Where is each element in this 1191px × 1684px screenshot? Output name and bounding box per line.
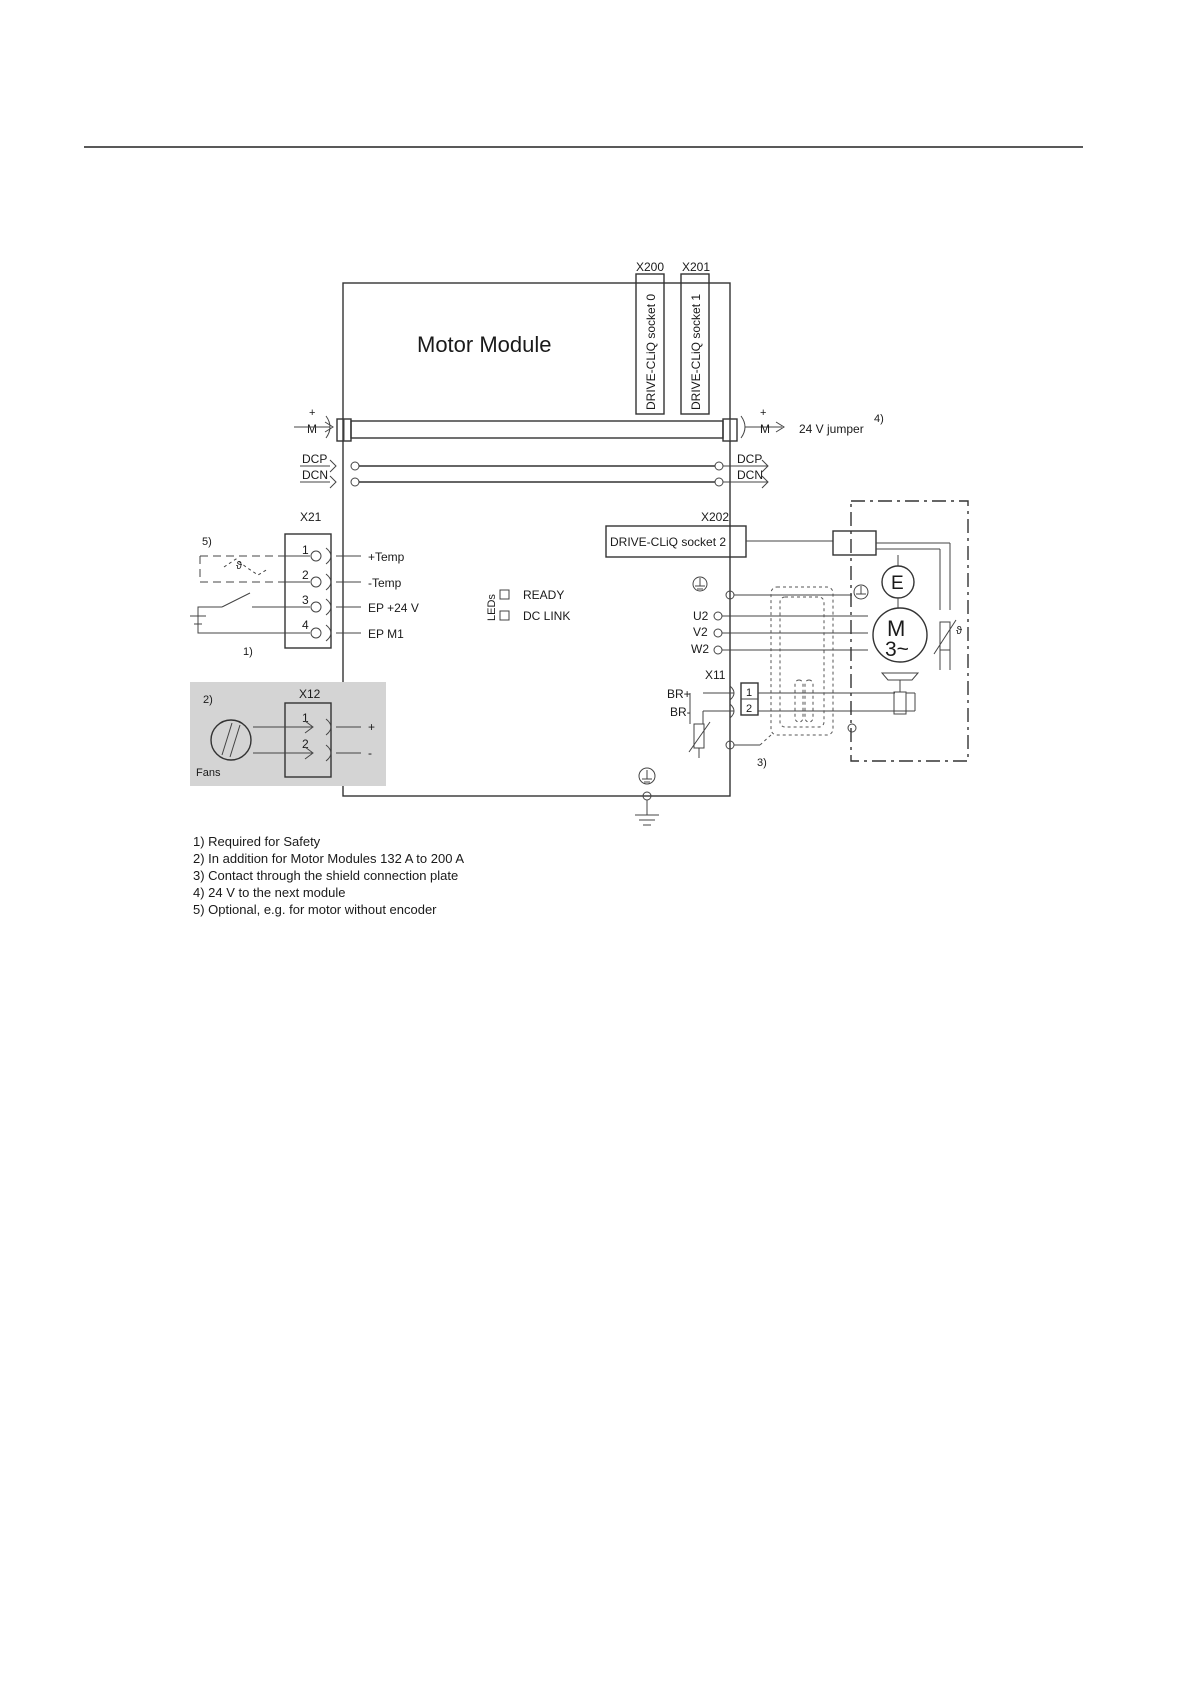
footnote-1: 1) Required for Safety xyxy=(193,834,321,849)
x12-pin1-label: + xyxy=(368,720,376,734)
motor-phase: 3~ xyxy=(885,638,909,661)
leds-heading: LEDs xyxy=(486,594,498,621)
shielded-cable xyxy=(734,587,833,745)
safety-ep-circuit xyxy=(190,593,285,658)
x11-brake xyxy=(667,668,915,769)
x21-pin3-label: EP +24 V xyxy=(368,601,419,615)
footnote-4: 4) 24 V to the next module xyxy=(193,885,346,900)
bus-m-right: M xyxy=(760,422,770,436)
motor-theta: ϑ xyxy=(956,625,963,637)
output-w2: W2 xyxy=(691,642,709,656)
bus-plus-left: + xyxy=(309,407,316,419)
pe-ground-icon xyxy=(693,577,707,591)
led-ready-icon xyxy=(500,590,509,599)
x21-pin4-num: 4 xyxy=(302,618,309,632)
x21-terminal xyxy=(285,510,419,648)
x202-label: DRIVE-CLiQ socket 2 xyxy=(610,535,727,549)
x21-id: X21 xyxy=(300,510,322,524)
encoder-connector-box xyxy=(833,531,876,555)
x21-pin3-num: 3 xyxy=(302,593,309,607)
motor-label: M xyxy=(887,616,906,641)
motor-thermistor-icon xyxy=(940,622,950,650)
x202-id: X202 xyxy=(701,510,730,524)
footnote-5: 5) Optional, e.g. for motor without encoder xyxy=(193,902,437,917)
footnote-2: 2) In addition for Motor Modules 132 A to 200 A xyxy=(193,851,465,866)
bus-m-left: M xyxy=(307,422,317,436)
x21-pin1-label: +Temp xyxy=(368,550,405,564)
pe-bottom-icon xyxy=(639,768,655,784)
dc-link-lines xyxy=(300,452,768,488)
output-v2: V2 xyxy=(693,625,708,639)
bus-bar xyxy=(351,421,723,438)
x21-pin1-num: 1 xyxy=(302,543,309,557)
x200-id: X200 xyxy=(636,260,665,274)
jumper-note: 4) xyxy=(874,413,884,425)
footnotes xyxy=(193,834,464,917)
bus-24v xyxy=(294,407,884,441)
x202-socket xyxy=(606,510,833,557)
x201-id: X201 xyxy=(682,260,711,274)
led-ready-label: READY xyxy=(523,588,565,602)
dcp-left: DCP xyxy=(302,452,328,466)
x200-label: DRIVE-CLiQ socket 0 xyxy=(644,293,658,410)
x12-id: X12 xyxy=(299,687,321,701)
jumper-label: 24 V jumper xyxy=(799,422,864,436)
x21-note-safety: 1) xyxy=(243,646,253,658)
brake-icon xyxy=(882,673,918,680)
led-panel xyxy=(486,588,570,623)
x12-note: 2) xyxy=(203,694,213,706)
led-dc-link-label: DC LINK xyxy=(523,609,571,623)
x21-note-optional: 5) xyxy=(202,536,212,548)
brake-minus: BR- xyxy=(670,705,691,719)
footnote-3: 3) Contact through the shield connection plate xyxy=(193,868,459,883)
x21-pin2-label: -Temp xyxy=(368,576,402,590)
pe-motor-icon xyxy=(854,585,868,599)
dcn-right: DCN xyxy=(737,468,763,482)
module-title: Motor Module xyxy=(417,332,552,357)
x12-pin2-label: - xyxy=(368,746,372,760)
x11-pin2: 2 xyxy=(746,703,753,715)
dcn-left: DCN xyxy=(302,468,328,482)
x21-pin2-num: 2 xyxy=(302,568,309,582)
motor-assembly xyxy=(833,531,962,732)
x12-pin2-num: 2 xyxy=(302,737,309,751)
x21-pin4-label: EP M1 xyxy=(368,627,404,641)
x12-pin1-num: 1 xyxy=(302,711,309,725)
x11-pin1: 1 xyxy=(746,687,753,699)
led-dc-link-icon xyxy=(500,611,509,620)
bus-plus-right: + xyxy=(760,407,767,419)
encoder-label: E xyxy=(891,573,904,594)
dcp-right: DCP xyxy=(737,452,763,466)
varistor-icon xyxy=(694,724,704,748)
fans-label: Fans xyxy=(196,767,221,779)
shield-note: 3) xyxy=(757,757,767,769)
x12-fan-area xyxy=(190,682,386,786)
x201-label: DRIVE-CLiQ socket 1 xyxy=(689,293,703,410)
optional-temp-sensor xyxy=(200,536,285,582)
output-u2: U2 xyxy=(693,609,709,623)
brake-plus: BR+ xyxy=(667,687,691,701)
x21-theta: ϑ xyxy=(236,560,243,572)
x11-id: X11 xyxy=(705,668,726,682)
